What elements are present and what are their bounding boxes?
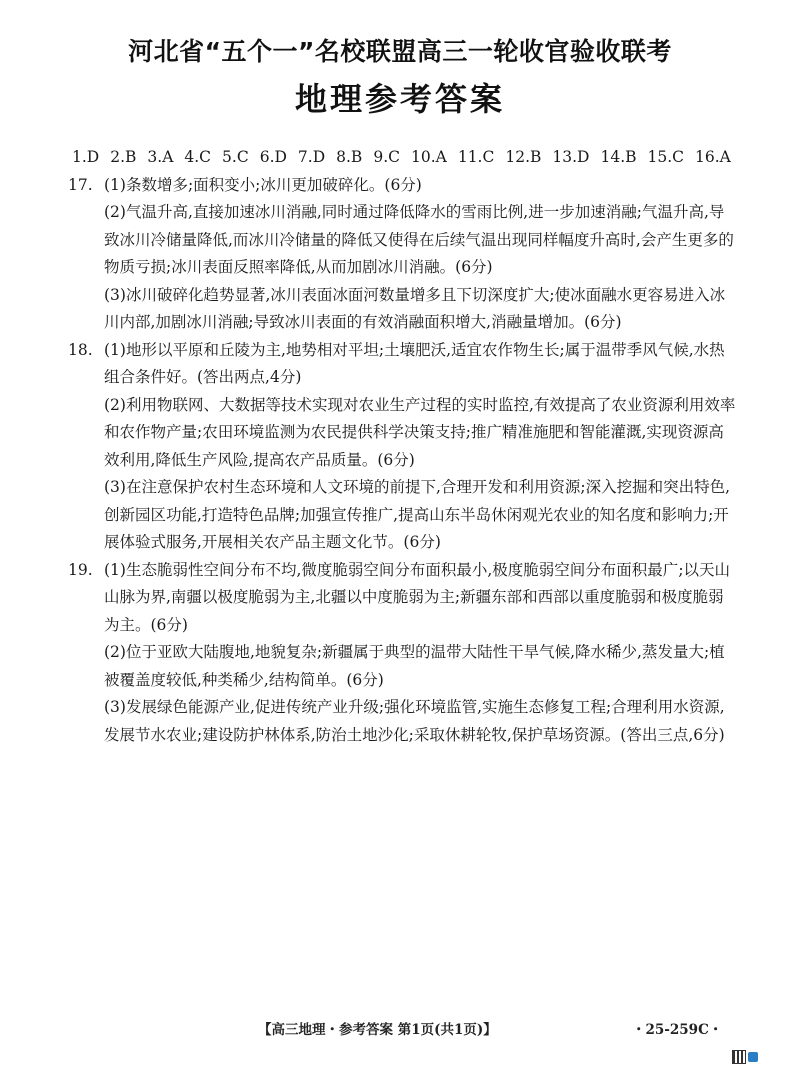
question-part: (3)发展绿色能源产业,促进传统产业升级;强化环境监管,实施生态修复工程;合理利用水资源,发展节水农业;建设防护林体系,防治土地沙化;采取休耕轮牧,保护草场资源。(答出三点,6分) [104,698,725,744]
mc-answer: 13.D [552,148,590,166]
mc-answer: 4.C [184,148,212,166]
question-part: (1)生态脆弱性空间分布不均,微度脆弱空间分布面积最小,极度脆弱空间分布面积最广;以天山山脉为界,南疆以极度脆弱为主,北疆以中度脆弱为主;新疆东部和西部以重度脆弱和极度脆弱为主。(6分) [104,560,731,634]
mc-answer: 15.C [647,148,685,166]
footer-exam-code: ・25-259C・ [632,1022,723,1038]
mc-answer: 3.A [147,148,174,166]
qr-code-icon [732,1050,762,1064]
mc-answer: 8.B [336,148,363,166]
question-17 [68,172,736,337]
mc-answer: 5.C [222,148,249,166]
multiple-choice-answers [72,144,736,172]
page-title: 河北省“五个一”名校联盟高三一轮收官验收联考 [128,37,672,66]
mc-answer: 1.D [72,148,100,166]
mc-answer: 6.D [259,148,287,166]
question-part: (3)冰川破碎化趋势显著,冰川表面冰面河数量增多且下切深度扩大;使冰面融水更容易进入冰川内部,加剧冰川消融;导致冰川表面的有效消融面积增大,消融量增加。(6分) [104,285,726,331]
question-number: 18. [68,340,93,359]
footer-page-info: 【高三地理・参考答案 第1页(共1页)】 [258,1022,497,1038]
question-part: (1)条数增多;面积变小;冰川更加破碎化。(6分) [104,175,422,194]
mc-answer: 10.A [410,148,447,166]
question-number: 19. [68,560,93,579]
question-number: 17. [68,175,93,194]
question-part: (1)地形以平原和丘陵为主,地势相对平坦;土壤肥沃,适宜农作物生长;属于温带季风气候,水热组合条件好。(答出两点,4分) [104,340,725,386]
page-footer [0,1018,800,1042]
scanner-app-icon [748,1052,758,1062]
qr-pattern-icon [732,1050,746,1064]
page-subtitle: 地理参考答案 [294,80,505,118]
question-18 [68,337,736,557]
mc-answer: 16.A [695,148,731,166]
question-part: (2)气温升高,直接加速冰川消融,同时通过降低降水的雪雨比例,进一步加速消融;气温升高,导致冰川冷储量降低,而冰川冷储量的降低又使得在后续气温出现同样幅度升高时,会产生更多的物质亏损;冰川表面反照率降低,从而加剧冰川消融。(6分) [104,203,734,276]
mc-answer: 2.B [110,148,137,166]
mc-answer: 7.D [297,148,326,166]
question-part: (2)位于亚欧大陆腹地,地貌复杂;新疆属于典型的温带大陆性干旱气候,降水稀少,蒸发量大;植被覆盖度较低,种类稀少,结构简单。(6分) [104,643,725,689]
answer-body [68,144,736,749]
question-part: (3)在注意保护农村生态环境和人文环境的前提下,合理开发和利用资源;深入挖掘和突出特色,创新园区功能,打造特色品牌;加强宣传推广,提高山东半岛休闲观光农业的知名度和影响力;开展体验式服务,开展相关农产品主题文化节。(6分) [104,478,731,551]
mc-answer: 9.C [373,148,400,166]
mc-answer: 11.C [457,148,495,166]
mc-answer: 12.B [505,148,542,166]
question-part: (2)利用物联网、大数据等技术实现对农业生产过程的实时监控,有效提高了农业资源利用效率和农作物产量;农田环境监测为农民提供科学决策支持;推广精准施肥和智能灌溉,实现资源高效利用,降低生产风险,提高农产品质量。(6分) [104,395,736,469]
mc-answer: 14.B [600,148,637,166]
question-19 [68,557,736,750]
